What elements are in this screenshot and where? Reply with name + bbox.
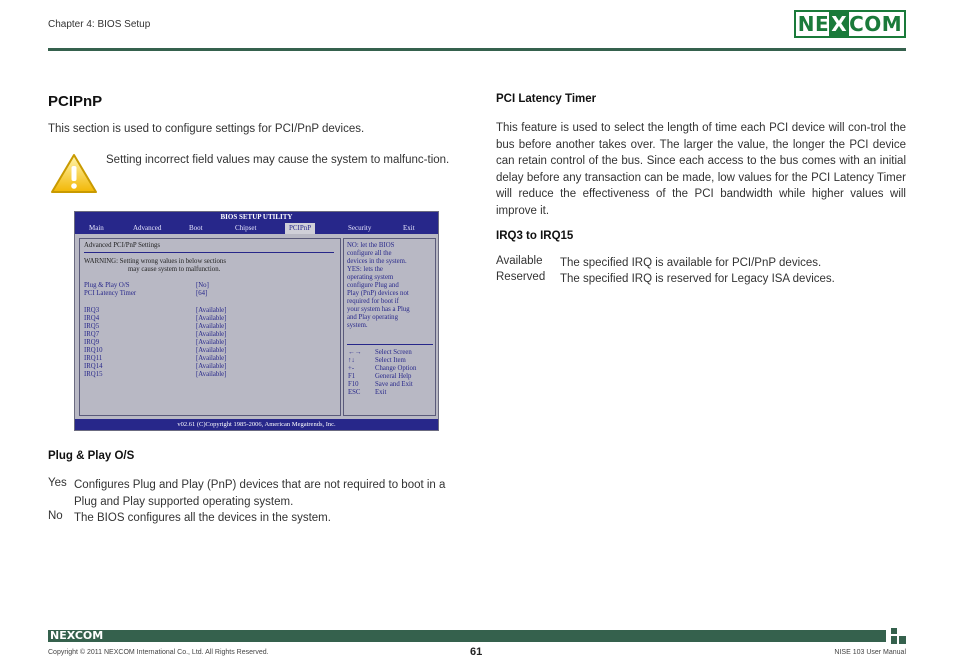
bios-help-line: and Play operating xyxy=(347,314,398,321)
bios-help-line: NO: let the BIOS xyxy=(347,242,395,249)
bios-warning-line-1: WARNING: Setting wrong values in below sections xyxy=(84,258,226,265)
bios-key-select-item: ↑↓ xyxy=(348,357,355,364)
bios-tab-bar xyxy=(75,223,438,234)
warning-text: Setting incorrect field values may cause the system to malfunc-tion. xyxy=(106,154,450,166)
bios-tab-chipset[interactable]: Chipset xyxy=(235,224,257,232)
bios-setting-plug-play-label[interactable]: Plug & Play O/S xyxy=(84,282,130,289)
chapter-label: Chapter 4: BIOS Setup xyxy=(48,19,151,30)
bios-key-change-option-action: Change Option xyxy=(375,365,417,372)
bios-irq7-label[interactable]: IRQ7 xyxy=(84,331,100,338)
bios-key-general-help: F1 xyxy=(348,373,356,380)
bios-help-line: required for boot if xyxy=(347,298,399,305)
bios-irq15-value[interactable]: [Available] xyxy=(196,371,227,378)
irq-available-key: Available xyxy=(496,255,543,267)
pci-latency-heading: PCI Latency Timer xyxy=(496,93,597,105)
bios-irq4-value[interactable]: [Available] xyxy=(196,315,227,322)
bios-help-rule xyxy=(347,344,433,345)
bios-help-line: system. xyxy=(347,322,368,329)
bios-tab-boot[interactable]: Boot xyxy=(189,224,203,232)
bios-key-exit: ESC xyxy=(348,389,361,396)
bios-key-select-screen: ←→ xyxy=(348,349,362,356)
warning-icon xyxy=(50,153,98,195)
header-rule xyxy=(48,48,906,51)
footer-bar xyxy=(48,630,886,642)
section-title: PCIPnP xyxy=(48,93,103,110)
bios-help-panel xyxy=(343,238,436,416)
bios-irq7-value[interactable]: [Available] xyxy=(196,331,227,338)
bios-irq11-label[interactable]: IRQ11 xyxy=(84,355,103,362)
bios-screen xyxy=(74,211,439,431)
section-intro: This section is used to configure settings for PCI/PnP devices. xyxy=(48,123,365,135)
bios-irq5-value[interactable]: [Available] xyxy=(196,323,227,330)
bios-key-select-item-action: Select Item xyxy=(375,357,406,364)
bios-footer: v02.61 (C)Copyright 1985-2006, American Megatrends, Inc. xyxy=(75,419,438,430)
bios-irq3-value[interactable]: [Available] xyxy=(196,307,227,314)
logo-text-x: X xyxy=(831,12,848,36)
bios-irq9-label[interactable]: IRQ9 xyxy=(84,339,100,346)
nexcom-logo xyxy=(794,10,906,38)
bios-irq10-label[interactable]: IRQ10 xyxy=(84,347,103,354)
footer-squares-icon xyxy=(891,628,906,644)
bios-help-line: Play (PnP) devices not xyxy=(347,290,409,297)
bios-help-line: your system has a Plug xyxy=(347,306,410,313)
bios-help-line: devices in the system. xyxy=(347,258,407,265)
copyright-text: Copyright © 2011 NEXCOM International Co., Ltd. All Rights Reserved. xyxy=(48,649,269,656)
bios-key-save-exit: F10 xyxy=(348,381,359,388)
footer-logo-pre: NE xyxy=(50,629,67,642)
bios-title: BIOS SETUP UTILITY xyxy=(75,212,438,223)
bios-key-select-screen-action: Select Screen xyxy=(375,349,412,356)
bios-irq14-label[interactable]: IRQ14 xyxy=(84,363,103,370)
irq-available-desc: The specified IRQ is available for PCI/PnP devices. xyxy=(560,257,822,269)
footer-logo-post: COM xyxy=(74,629,104,642)
bios-help-line: configure all the xyxy=(347,250,392,257)
bios-settings-panel xyxy=(79,238,341,416)
bios-key-exit-action: Exit xyxy=(375,389,387,396)
irq-heading: IRQ3 to IRQ15 xyxy=(496,230,574,242)
bios-warning-line-2: may cause system to malfunction. xyxy=(128,266,221,273)
bios-panel-title: Advanced PCI/PnP Settings xyxy=(84,242,161,249)
manual-title: NISE 103 User Manual xyxy=(834,649,906,656)
bios-key-general-help-action: General Help xyxy=(375,373,412,380)
bios-irq4-label[interactable]: IRQ4 xyxy=(84,315,100,322)
bios-irq10-value[interactable]: [Available] xyxy=(196,347,227,354)
bios-key-change-option: +- xyxy=(348,365,355,372)
bios-tab-pcipnp[interactable]: PCIPnP xyxy=(285,223,315,234)
bios-setting-pci-latency-label[interactable]: PCI Latency Timer xyxy=(84,290,137,297)
bios-tab-security[interactable]: Security xyxy=(348,224,372,232)
irq-reserved-key: Reserved xyxy=(496,271,546,283)
footer-logo-x: X xyxy=(66,629,75,642)
bios-irq11-value[interactable]: [Available] xyxy=(196,355,227,362)
plug-play-heading: Plug & Play O/S xyxy=(48,450,135,462)
bios-setting-pci-latency-value[interactable]: [64] xyxy=(196,290,208,297)
bios-tab-main[interactable]: Main xyxy=(89,224,104,232)
bios-irq3-label[interactable]: IRQ3 xyxy=(84,307,100,314)
bios-irq5-label[interactable]: IRQ5 xyxy=(84,323,100,330)
bios-irq14-value[interactable]: [Available] xyxy=(196,363,227,370)
plug-play-no-desc: The BIOS configures all the devices in the system. xyxy=(74,512,331,524)
logo-text-pre: NE xyxy=(797,12,830,36)
plug-play-yes-desc: Configures Plug and Play (PnP) devices that are not required to boot in a Plug and Play supported operating system. xyxy=(74,479,446,508)
page-number: 61 xyxy=(470,646,483,658)
bios-help-line: YES: lets the xyxy=(347,266,383,273)
bios-irq15-label[interactable]: IRQ15 xyxy=(84,371,103,378)
bios-help-line: configure Plug and xyxy=(347,282,399,289)
irq-reserved-desc: The specified IRQ is reserved for Legacy ISA devices. xyxy=(560,273,835,285)
footer-logo xyxy=(50,630,103,642)
plug-play-no-key: No xyxy=(48,510,63,522)
bios-key-save-exit-action: Save and Exit xyxy=(375,381,413,388)
plug-play-yes-key: Yes xyxy=(48,477,67,489)
bios-irq9-value[interactable]: [Available] xyxy=(196,339,227,346)
pci-latency-text: This feature is used to select the length of time each PCI device will con-trol the bus before another takes over. The larger the value, the longer the PCI device can retain control of the bus. Since each access to the bus comes with an initial delay before any transaction can be made, low values for the PCI Latency Timer will reduce the effectiveness of the PCI bandwidth while higher values will improve it. xyxy=(496,122,906,217)
bios-tab-exit[interactable]: Exit xyxy=(403,224,415,232)
bios-panel-rule xyxy=(84,252,334,253)
bios-help-line: operating system xyxy=(347,274,394,281)
logo-text-post: COM xyxy=(849,12,903,36)
bios-tab-advanced[interactable]: Advanced xyxy=(133,224,162,232)
bios-setting-plug-play-value[interactable]: [No] xyxy=(196,282,209,289)
